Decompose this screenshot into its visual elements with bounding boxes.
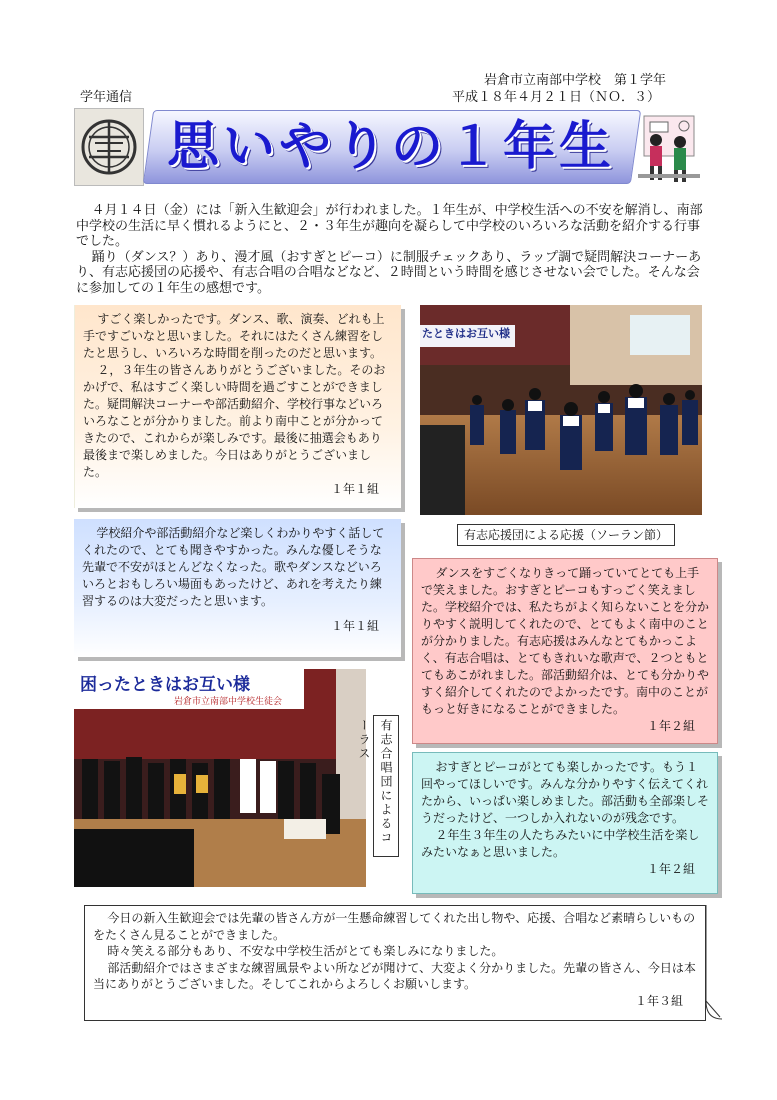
- dance-photo-caption: 有志応援団による応援（ソーラン節）: [457, 524, 675, 546]
- comment-paragraph: おすぎとピーコがとても楽しかったです。もう１回やってほしいです。みんな分かりやすく伝えてくれたから、いっぱい楽しめました。部活動も全部楽しそうだったけど、一つしか入れないのが残念です。: [421, 760, 710, 825]
- comment-class: １年２組: [646, 719, 695, 733]
- comment-box-3: [412, 558, 718, 744]
- comment-box-5: [84, 905, 706, 1021]
- intro-paragraph: ４月１４日（金）には「新入生歓迎会」が行われました。１年生が、中学校生活への不安を解消し、南部中学校の生活に早く慣れるようにと、２・３年生が趣向を凝らして中学校のいろいろな活動を紹介する行事でした。: [76, 203, 703, 249]
- comment-box-2: [74, 519, 401, 657]
- school-emblem: [74, 108, 144, 186]
- comment-paragraph: 学校紹介や部活動紹介など楽しくわかりやすく話してくれたので、とても聞きやすかった。みんな優しそうな先輩で不安がほとんどなくなった。歌やダンスなどいろいろとおもしろい場面もあったけど、あれを考えたり練習するのは大変だったと思います。: [82, 526, 385, 608]
- comment-paragraph: 時々笑える部分もあり、不安な中学校生活がとても楽しみになりました。: [107, 944, 504, 958]
- choir-photo-caption: 有志合唱団によるコーラス: [373, 715, 399, 857]
- scroll-curl-decoration: [700, 905, 730, 1021]
- comment-class: １年２組: [646, 862, 695, 876]
- comment-paragraph: 部活動紹介ではさまざまな練習風景やよい所などが聞けて、大変よく分かりました。先輩の皆さん、今日は本当にありがとうございました。そしてこれからよろしくお願いします。: [93, 960, 696, 991]
- comment-class: １年１組: [330, 619, 379, 633]
- choir-photo-banner: 困ったときはお互い様: [80, 675, 250, 695]
- comment-paragraph: ２，３年生の皆さんありがとうございました。そのおかげで、私はすごく楽しい時間を過ごすことができました。疑問解決コーナーや部活動紹介、学校行事などいろいろなことが分かりました。前より南中ことが分かってきたので、これからが楽しみです。最後に抽選会もあり最後まで楽しめました。今日はありがとうございました。: [83, 363, 386, 479]
- students-clipart: [636, 112, 702, 186]
- page-title: 思いやりの１年生: [166, 117, 615, 177]
- comment-paragraph: ダンスをすごくなりきって踊っていてとても上手で笑えました。おすぎとピーコもすっごく笑えました。学校紹介では、私たちがよく知らないことを分かりやすく説明してくれたので、とてもよく南中のことが分かりました。有志応援はみんなとてもかっこよく、有志合唱は、とてもきれいな歌声で、２つともとてもあこがれました。部活動紹介は、とても分かりやすく紹介してくれたのでよかったです。南中のことがもっと好きになることができました。: [421, 566, 710, 716]
- comment-paragraph: ２年生３年生の人たちみたいに中学校生活を楽しみたいなぁと思いました。: [421, 828, 700, 859]
- intro-paragraph: 踊り（ダンス？）あり、漫才風（おすぎとピーコ）に制服チェックあり、ラップ調で疑問解決コーナーあり、有志応援団の応援や、有志合唱の合唱などなど、２時間という時間を感じさせない会でした。そんな会に参加しての１年生の感想です。: [76, 249, 702, 296]
- choir-photo-banner-sub: 岩倉市立南部中学校生徒会: [174, 697, 283, 707]
- comment-box-4: [412, 752, 718, 894]
- comment-paragraph: 今日の新入生歓迎会では先輩の皆さん方が一生懸命練習してくれた出し物や、応援、合唱など素晴らしいものをたくさん見ることができました。: [93, 911, 696, 942]
- school-name: 岩倉市立南部中学校 第１学年: [484, 73, 667, 88]
- students-icon: [636, 112, 702, 186]
- comment-box-1: [74, 305, 401, 508]
- comment-class: １年３組: [634, 993, 683, 1008]
- newsletter-name: 学年通信: [80, 90, 133, 105]
- dance-photo-banner: たときはお互い様: [422, 327, 510, 340]
- comment-class: １年１組: [330, 482, 379, 496]
- dance-photo: [420, 305, 702, 515]
- choir-photo: [74, 669, 366, 887]
- emblem-icon: [75, 109, 143, 185]
- comment-paragraph: すごく楽しかったです。ダンス、歌、演奏、どれも上手ですごいなと思いました。それにはたくさん練習をしたと思うし、いろいろな時間を削ったのだと思います。: [83, 312, 385, 360]
- issue-date: 平成１８年４月２１日（ＮＯ．３）: [452, 90, 661, 105]
- intro-text: [76, 203, 706, 296]
